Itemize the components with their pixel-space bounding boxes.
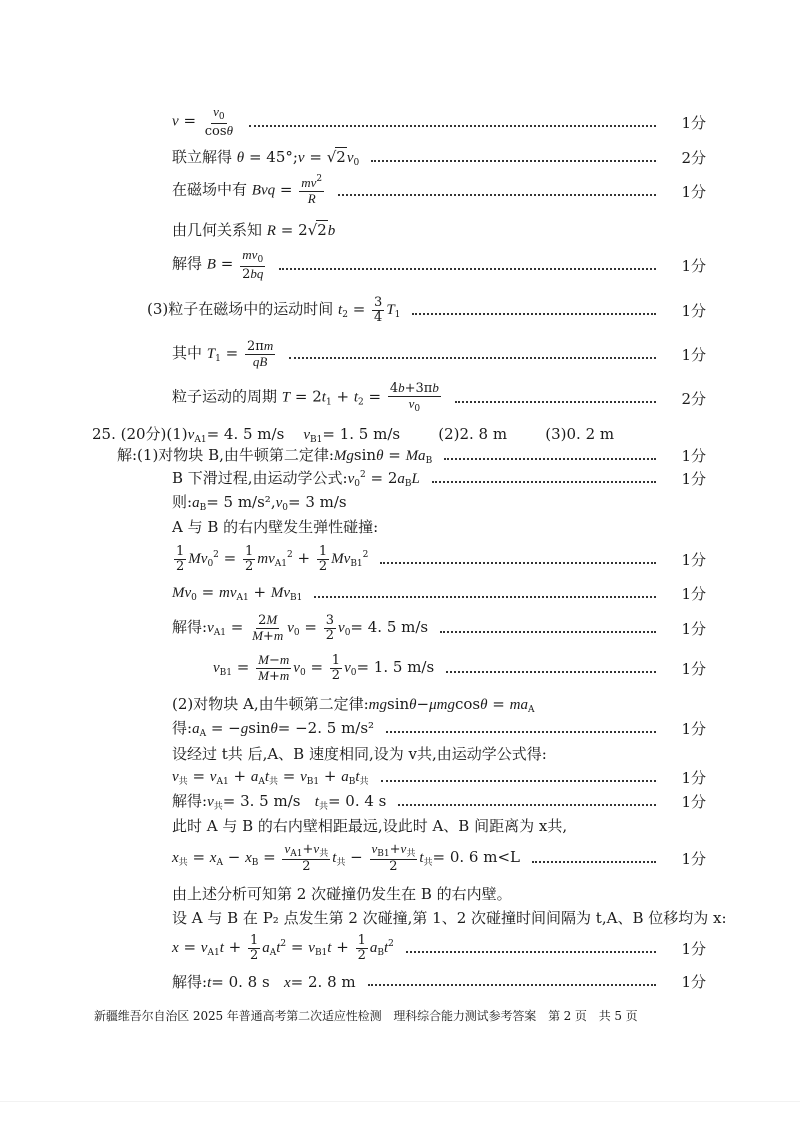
score-label: 1分 (681, 719, 706, 738)
eq-line-theta (172, 146, 706, 168)
value: = 0. 4 s (327, 792, 387, 810)
equation: 解得 B = $\frac{mv_0}{2bq}$ (172, 247, 264, 282)
leader-dots (380, 562, 656, 564)
score-label: 2分 (681, 389, 706, 408)
value: = 3 m/s (288, 493, 347, 511)
value: = 5 m/s², (206, 493, 276, 511)
equation: 解得$:v_共= 3$. 5 m/s $t_共= 0$. 4 s (172, 792, 387, 812)
leader-dots (440, 631, 656, 633)
fraction: $\frac{1}{2}$ (318, 543, 328, 574)
equation: $\frac{1}{2}$ $Mv_0^2$ = $\frac{1}{2}$ $mv_{A1}^2$ + $\frac{1}{2}$ $Mv_{B1}^2$ (176, 543, 369, 574)
fraction: $\frac{1}{2}$ (249, 932, 259, 963)
score-label: 1分 (681, 182, 706, 201)
score-label: 1分 (681, 849, 706, 868)
eq-line-b-slide (172, 467, 706, 489)
value: = 0. 8 s (211, 972, 270, 991)
text-label: 解得 (172, 255, 203, 273)
text-label: 设经过 t共 后,A、B 速度相同,设为 v共,由运动学公式得: (172, 744, 547, 763)
score-label: 1分 (681, 446, 706, 465)
leader-dots (532, 861, 656, 863)
text-label: (2)对物块 A,由牛顿第二定律: (172, 695, 369, 713)
eq-line-aa (172, 717, 706, 739)
eq-line-vb1 (213, 652, 706, 684)
score-label: 1分 (681, 619, 706, 638)
equation: 由几何关系知 R = 2√2b (172, 220, 336, 239)
text-label: 由上述分析可知第 2 次碰撞仍发生在 B 的右内壁。 (172, 884, 512, 903)
text-label: 由几何关系知 (172, 220, 263, 239)
leader-dots (338, 194, 656, 196)
eq-line-newton-b (117, 444, 706, 466)
eq-line-newton-a (172, 693, 534, 715)
text-label: B 下滑过程,由运动学公式: (172, 469, 348, 487)
eq-line-b (172, 247, 706, 282)
score-label: 1分 (681, 768, 706, 787)
fraction: $\frac{v_0}{\cos\theta}$ (204, 104, 233, 139)
fraction: $\frac{M-m}{M+m}$ (258, 651, 290, 684)
equation: $v_{B1}$ = $\frac{M-m}{M+m}$ $v_0$ = $\frac{1}{2}$ $v_0= 1$. 5 m/s (213, 651, 435, 684)
eq-line-vg-tg (172, 790, 706, 812)
text-label: A 与 B 的右内壁发生弹性碰撞: (172, 517, 379, 536)
eq-line-v-cos (172, 104, 706, 139)
equation: 解得:t= 0. 8 s x= 2. 8 m (172, 972, 356, 991)
eq-line-t2 (147, 295, 706, 325)
equation: (2)对物块 A,由牛顿第二定律:mgsinθ−μmgcosθ = $ma_A$ (172, 695, 535, 715)
leader-dots (444, 458, 656, 460)
score-label: 1分 (681, 345, 706, 364)
equation: $v_共 = v_{A1} + a_At_共 = v_{B1} + a_Bt_共$ (172, 767, 369, 787)
eq-line-va1 (172, 612, 706, 644)
leader-dots (381, 780, 656, 782)
equation: B 下滑过程,由运动学公式$:v_0^2 = 2a_BL$ (172, 469, 420, 489)
equation: 25. (20分)$(1)v_{A1}= 4$. 5 m/s $v_{B1}= 1$. 5 m/s (2)2. 8 m (3)0. 2 m (92, 425, 615, 445)
leader-dots (446, 671, 656, 673)
leader-dots (398, 804, 656, 806)
equation: (3)粒子在磁场中的运动时间 $t_2$ = $\frac{3}{4}$ $T_1$ (147, 294, 401, 325)
equation: 解:(1)对物块 B,由牛顿第二定律:Mgsinθ = $Ma_B$ (117, 446, 433, 466)
text-label: 则: (172, 493, 193, 511)
fraction: $\frac{mv_0}{2bq}$ (242, 247, 264, 282)
equation: $x_共 = x_A - x_B$ = $v_{A1}+v_共$ 2 $t_共$ − $v_{B1}+v_共$ 2 $t_共= 0$. 6 m<L (172, 840, 520, 875)
value: = 4. 5 m/s (350, 618, 429, 636)
fraction: $\frac{mv^2}{R}$ (301, 174, 323, 206)
leader-dots (412, 313, 656, 315)
eq-line-radius (172, 218, 706, 240)
equation: 解得$:v_{A1}$ = $\frac{2M}{M+m}$ $v_0$ = $\frac{3}{2}$ $v_0= 4$. 5 m/s (172, 611, 429, 644)
value: = −2. 5 m/s² (277, 719, 375, 737)
leader-dots (314, 596, 656, 598)
text-label: 粒子运动的周期 (172, 388, 278, 406)
score-label: 1分 (681, 256, 706, 275)
fraction: $v_{A1}+v_共$ 2 (284, 840, 329, 875)
text-closest (172, 814, 567, 836)
text-conclude (172, 882, 512, 904)
value: = 2. 8 m (290, 972, 356, 991)
text-label: 联立解得 (172, 148, 233, 166)
leader-dots (249, 125, 656, 127)
equation: 则$:a_B= 5$ $m/s^2,v_0= 3$ m/s (172, 493, 347, 513)
fraction: $\frac{3}{2}$ (325, 612, 335, 643)
equation: 联立解得 θ = 45°;v = $√2v_0$ (172, 148, 360, 168)
eq-line-bvq (172, 176, 706, 206)
equation: 粒子运动的周期 $T = 2t_1 + t_2$ = $\frac{4b+3\pi b}{v_0}$ (172, 380, 439, 415)
page-footer: 新疆维吾尔自治区 2025 年普通高考第二次适应性检测 理科综合能力测试参考答案 第 2 页 共 5 页 (94, 1009, 638, 1023)
leader-dots (371, 160, 656, 162)
fraction: $\frac{1}{2}$ (331, 652, 341, 683)
equation: $Mv_0 = mv_{A1} + Mv_{B1}$ (172, 583, 303, 603)
equation: v = $\frac{v_0}{\cos\theta}$ (172, 104, 233, 139)
score-label: 1分 (681, 469, 706, 488)
text-label: 解得: (172, 972, 208, 991)
text-label: 得: (172, 719, 193, 737)
fraction: $\frac{1}{2}$ (245, 543, 254, 574)
text-assume2 (172, 906, 727, 928)
text-label: 在磁场中有 (172, 181, 248, 199)
fraction: $\frac{1}{2}$ (357, 932, 366, 963)
eq-line-t1 (172, 339, 706, 369)
text-label: 解得: (172, 792, 208, 810)
eq-line-period (172, 380, 706, 415)
equation: 得$:a_A = -gsin\theta= -2$. 5 m/s² (172, 719, 375, 739)
text-label: (3)粒子在磁场中的运动时间 (147, 300, 334, 318)
score-label: 1分 (681, 939, 706, 958)
score-label: 1分 (681, 972, 706, 991)
text-label: 设 A 与 B 在 P₂ 点发生第 2 次碰撞,第 1、2 次碰撞时间间隔为 t,A、B 位移均为 x: (172, 908, 727, 927)
value: = 4. 5 m/s (206, 425, 285, 443)
leader-dots (386, 731, 656, 733)
value: (3)0. 2 m (545, 425, 615, 443)
eq-line-common-v (172, 766, 706, 788)
eq-line-t-x (172, 970, 706, 992)
leader-dots (455, 401, 656, 403)
eq-line-displacement (172, 932, 706, 964)
eq-line-momentum (172, 582, 706, 604)
equation: 在磁场中有 Bvq = $\frac{mv^2}{R}$ (172, 174, 323, 206)
fraction: $\frac{3}{4}$ (374, 294, 383, 325)
equation: $x = v_{A1}t$ + $\frac{1}{2}$ $a_At^2 = v_{B1}t$ + $\frac{1}{2}$ $a_Bt^2$ (172, 932, 394, 963)
value: = 0. 6 m<L (432, 848, 520, 866)
fraction: $\frac{4b+3\pi b}{v_0}$ (389, 380, 439, 415)
eq-line-energy (172, 543, 706, 575)
text-label: 解:(1)对物块 B,由牛顿第二定律: (117, 446, 334, 464)
fraction: $\frac{1}{2}$ (176, 543, 185, 574)
score-label: 1分 (681, 550, 706, 569)
leader-dots (406, 951, 656, 953)
text-label: 解得: (172, 618, 208, 636)
fraction: $\frac{2\pi m}{qB}$ (246, 337, 274, 369)
q25-answer-summary (92, 423, 614, 445)
question-number: 25. (20分)(1) (92, 425, 188, 443)
text-label: 此时 A 与 B 的右内壁相距最远,设此时 A、B 间距离为 x共, (172, 816, 568, 835)
value: = 1. 5 m/s (356, 658, 435, 676)
equation: 其中 $T_1$ = $\frac{2\pi m}{qB}$ (172, 337, 274, 369)
text-label: 其中 (172, 344, 203, 362)
fraction: $v_{B1}+v_共$ 2 (371, 840, 416, 875)
value: = 1. 5 m/s (322, 425, 401, 443)
score-label: 1分 (681, 113, 706, 132)
text-assume (172, 742, 547, 764)
score-label: 1分 (681, 659, 706, 678)
eq-line-xg (172, 842, 706, 874)
score-label: 1分 (681, 584, 706, 603)
score-label: 1分 (681, 792, 706, 811)
leader-dots (432, 481, 656, 483)
score-label: 2分 (681, 148, 706, 167)
divider (0, 1101, 800, 1102)
leader-dots (368, 984, 656, 986)
fraction: $\frac{2M}{M+m}$ (252, 611, 284, 644)
score-label: 1分 (681, 301, 706, 320)
leader-dots (289, 357, 656, 359)
eq-line-ab-v0 (172, 491, 347, 513)
value: (2)2. 8 m (438, 425, 508, 443)
value: = 3. 5 m/s (222, 792, 301, 810)
text-collision (172, 515, 378, 537)
leader-dots (279, 268, 656, 270)
